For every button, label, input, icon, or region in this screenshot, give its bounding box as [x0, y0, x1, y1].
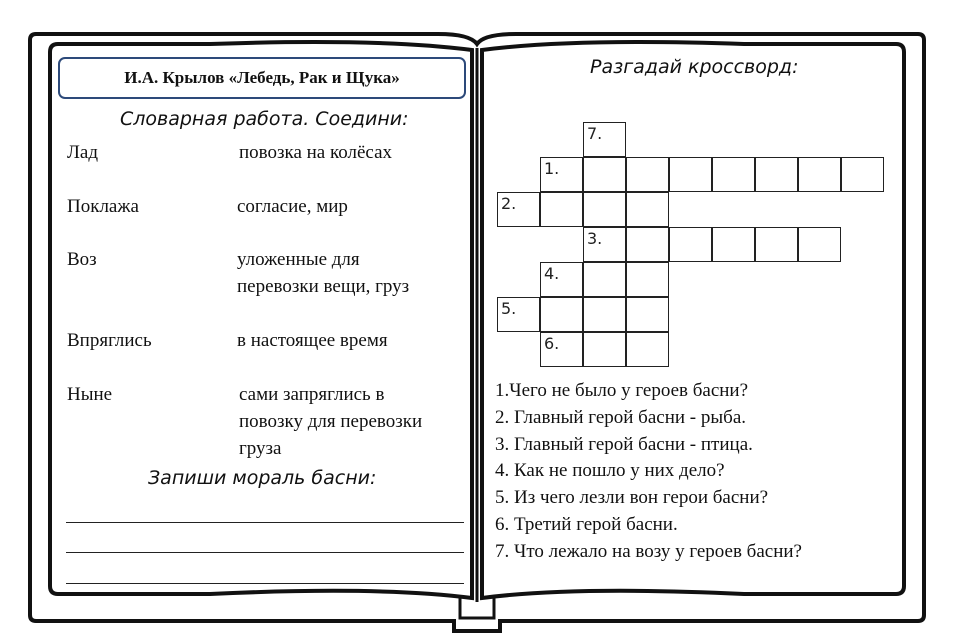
crossword-cell[interactable]: [712, 157, 755, 192]
clue-number: 2.: [501, 194, 517, 213]
clue-question: 3. Главный герой басни - птица.: [495, 434, 753, 455]
crossword-cell[interactable]: [669, 227, 712, 262]
crossword-cell[interactable]: [712, 227, 755, 262]
vocab-word: Впряглись: [67, 330, 152, 351]
crossword-cell[interactable]: [626, 192, 669, 227]
crossword-cell[interactable]: [540, 192, 583, 227]
page-title: И.А. Крылов «Лебедь, Рак и Щука»: [124, 68, 400, 87]
title-box: [58, 57, 466, 99]
vocab-definition: в настоящее время: [237, 330, 388, 351]
crossword-cell[interactable]: [497, 192, 540, 227]
crossword-cell[interactable]: [798, 157, 841, 192]
clue-number: 7.: [587, 124, 603, 143]
vocab-heading: Словарная работа. Соедини:: [120, 108, 409, 130]
clue-number: 6.: [544, 334, 560, 353]
crossword-cell[interactable]: [583, 227, 626, 262]
crossword-heading: Разгадай кроссворд:: [590, 56, 799, 78]
vocab-definition: повозка на колёсах: [239, 142, 393, 163]
vocab-word: Лад: [67, 142, 98, 163]
crossword-cell[interactable]: [583, 332, 626, 367]
clue-question: 4. Как не пошло у них дело?: [495, 460, 725, 481]
vocab-word: Ныне: [67, 384, 113, 405]
clue-question: 1.Чего не было у героев басни?: [495, 380, 749, 401]
crossword-cell[interactable]: [497, 297, 540, 332]
crossword-cell[interactable]: [540, 262, 583, 297]
crossword-cell[interactable]: [583, 262, 626, 297]
vocab-definition: сами запряглись в повозку для перевозки груза: [239, 384, 423, 459]
clue-question: 6. Третий герой басни.: [495, 514, 678, 535]
crossword-cell[interactable]: [583, 122, 626, 157]
clue-number: 3.: [587, 229, 603, 248]
moral-heading: Запиши мораль басни:: [148, 467, 377, 489]
clue-number: 4.: [544, 264, 560, 283]
crossword-cell[interactable]: [841, 157, 884, 192]
answer-line[interactable]: [66, 583, 464, 584]
crossword-cell[interactable]: [540, 297, 583, 332]
clue-question: 2. Главный герой басни - рыба.: [495, 407, 746, 428]
crossword-cell[interactable]: [755, 157, 798, 192]
vocab-definition: согласие, мир: [237, 196, 348, 217]
crossword-cell[interactable]: [626, 332, 669, 367]
crossword-cell[interactable]: [540, 332, 583, 367]
clue-question: 5. Из чего лезли вон герои басни?: [495, 487, 769, 508]
crossword-cell[interactable]: [583, 297, 626, 332]
answer-line[interactable]: [66, 522, 464, 523]
crossword-cell[interactable]: [626, 227, 669, 262]
vocab-word: Поклажа: [67, 196, 139, 217]
clue-number: 5.: [501, 299, 517, 318]
crossword-cell[interactable]: [626, 262, 669, 297]
vocab-word: Воз: [67, 249, 97, 270]
crossword-cell[interactable]: [540, 157, 583, 192]
crossword-cell[interactable]: [669, 157, 712, 192]
crossword-cell[interactable]: [626, 157, 669, 192]
crossword-cell[interactable]: [626, 297, 669, 332]
crossword-cell[interactable]: [583, 192, 626, 227]
crossword-cell[interactable]: [755, 227, 798, 262]
crossword-cell[interactable]: [583, 157, 626, 192]
clue-question: 7. Что лежало на возу у героев басни?: [495, 541, 802, 562]
answer-line[interactable]: [66, 552, 464, 553]
vocab-definition: уложенные для перевозки вещи, груз: [237, 249, 410, 297]
crossword-cell[interactable]: [798, 227, 841, 262]
clue-number: 1.: [544, 159, 560, 178]
